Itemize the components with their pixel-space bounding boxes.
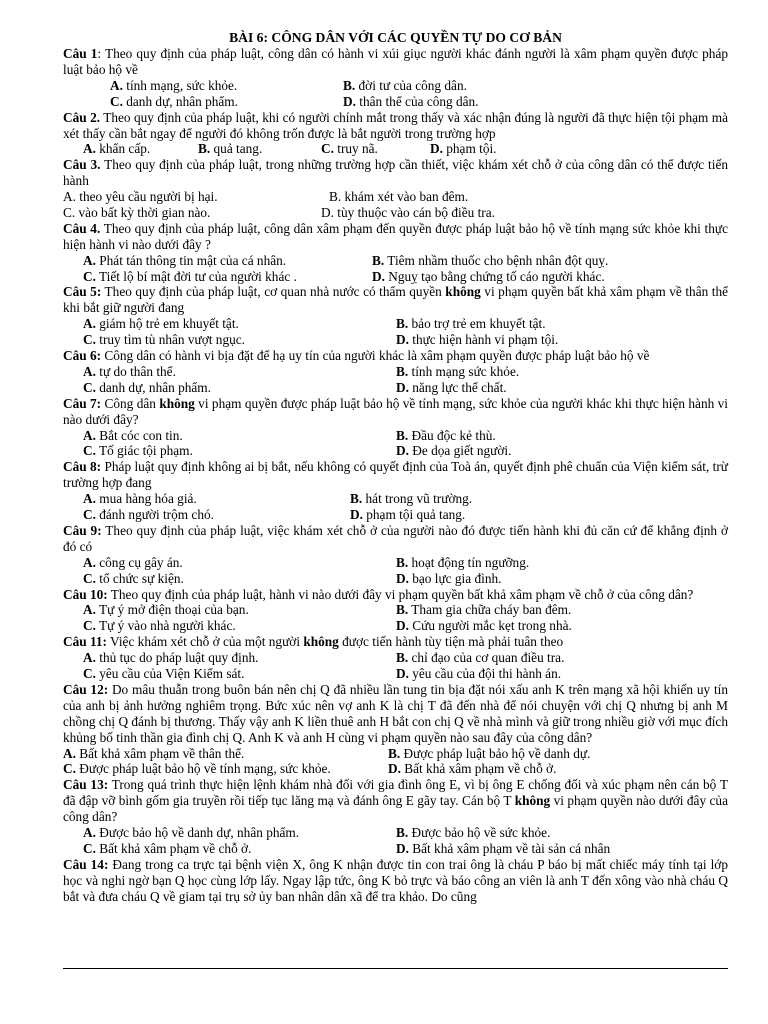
- question-14: [63, 857, 728, 905]
- answer-option-d[interactable]: [396, 666, 561, 682]
- option-text: Tự ý vào nhà người khác.: [95, 618, 236, 634]
- question-stem: Việc khám xét chỗ ở của một người: [106, 634, 304, 650]
- option-text: Được bảo hộ về sức khỏe.: [408, 825, 551, 841]
- answer-option-b[interactable]: [396, 825, 550, 841]
- option-key: C.: [83, 443, 96, 459]
- option-key: C.: [83, 379, 96, 395]
- option-text: danh dự, nhân phẩm.: [95, 379, 211, 395]
- option-key: B.: [372, 252, 385, 268]
- option-key: D.: [430, 141, 443, 157]
- answer-option-c[interactable]: [321, 141, 378, 157]
- option-key: C.: [321, 141, 334, 157]
- option-key: B.: [396, 363, 409, 379]
- answer-option-c[interactable]: [83, 618, 236, 634]
- option-text: bạo lực gia đình.: [408, 570, 502, 586]
- answer-option-d[interactable]: [396, 332, 558, 348]
- option-key: B.: [396, 554, 409, 570]
- question-11: [63, 634, 728, 650]
- option-key: C.: [83, 618, 96, 634]
- question-7: [63, 396, 728, 428]
- options-row: [63, 332, 728, 348]
- question-stem: : Theo quy định của pháp luật, công dân có hành vi xúi giục người khác đánh người là xâm phạm quyền được pháp luật bảo hộ về: [63, 46, 728, 77]
- option-text: phạm tội quả tang.: [362, 507, 466, 523]
- option-text: mua hàng hóa giả.: [95, 491, 197, 507]
- options-row: [63, 205, 728, 221]
- option-key: A.: [83, 650, 96, 666]
- stem-emphasis: không: [514, 793, 551, 809]
- option-text: vào bất kỳ thời gian nào.: [75, 205, 211, 220]
- options-row: [63, 571, 728, 587]
- answer-option-c[interactable]: [83, 666, 244, 682]
- option-text: Nguỵ tạo bằng chứng tố cáo người khác.: [384, 268, 605, 284]
- answer-option-d[interactable]: [396, 443, 511, 459]
- answer-option-a[interactable]: [63, 189, 218, 205]
- option-text: hát trong vũ trường.: [362, 491, 473, 507]
- question-number: Câu 10:: [63, 586, 108, 602]
- option-text: Được pháp luật bảo hộ về danh dự.: [400, 745, 591, 761]
- answer-option-d[interactable]: [430, 141, 497, 157]
- answer-option-c[interactable]: [63, 205, 210, 221]
- options-row: [63, 555, 728, 571]
- question-12: [63, 682, 728, 746]
- question-stem-end: vi phạm quyền nào dưới đây của công dân?: [63, 793, 728, 825]
- answer-option-c[interactable]: [83, 507, 214, 523]
- option-text: tính mạng sức khỏe.: [408, 363, 520, 379]
- option-key: A.: [83, 141, 96, 157]
- answer-option-c[interactable]: [83, 332, 245, 348]
- option-text: hoạt động tín ngưỡng.: [408, 554, 530, 570]
- answer-option-a[interactable]: [83, 364, 176, 380]
- option-text: phạm tội.: [442, 141, 497, 157]
- option-text: Bất khả xâm phạm về chỗ ở.: [400, 761, 557, 777]
- answer-option-b[interactable]: [396, 650, 564, 666]
- option-key: A.: [83, 363, 96, 379]
- answer-option-d[interactable]: [396, 841, 610, 857]
- options-row: [63, 618, 728, 634]
- option-text: yêu cầu của Viện Kiểm sát.: [95, 666, 245, 682]
- answer-option-b[interactable]: [350, 491, 472, 507]
- answer-option-a[interactable]: [83, 141, 150, 157]
- answer-option-a[interactable]: [83, 253, 286, 269]
- answer-option-b[interactable]: [396, 555, 529, 571]
- option-text: Được pháp luật bảo hộ về tính mạng, sức khỏe.: [75, 761, 331, 777]
- answer-option-a[interactable]: [83, 491, 197, 507]
- question-stem: Đang trong ca trực tại bệnh viện X, ông K nhận được tin con trai ông là cháu P báo bị mất chiếc máy tính tại lớp học và nghi ngờ bạn Q học cùng lớp lấy. Ngay lập tức, ông K bỏ trực và báo công an viên là anh T đến xông vào nhà cháu Q bắt và đưa cháu Q về giam tại trụ sở ủy ban nhân dân xã để tra khảo. Do cũng: [63, 856, 728, 904]
- option-key: A.: [83, 491, 96, 507]
- option-key: A.: [83, 602, 96, 618]
- option-text: Cứu người mắc kẹt trong nhà.: [408, 618, 572, 634]
- question-2: [63, 110, 728, 142]
- option-text: theo yêu cầu người bị hại.: [75, 189, 218, 205]
- answer-option-b[interactable]: [388, 746, 590, 762]
- option-text: đời tư của công dân.: [355, 77, 467, 93]
- option-key: D.: [396, 332, 409, 348]
- answer-option-b[interactable]: [343, 78, 467, 94]
- option-text: tự do thân thể.: [95, 363, 176, 379]
- question-8: [63, 459, 728, 491]
- option-key: D.: [372, 268, 385, 284]
- question-number: Câu 1: [63, 46, 98, 61]
- answer-option-a[interactable]: [83, 316, 239, 332]
- answer-option-c[interactable]: [83, 571, 184, 587]
- answer-option-b[interactable]: [396, 602, 571, 618]
- option-key: A.: [63, 745, 76, 761]
- options-row: [63, 825, 728, 841]
- options-row: [63, 841, 728, 857]
- question-stem: Theo quy định của pháp luật, hành vi nào dưới đây vi phạm quyền bất khả xâm phạm về chỗ ở của công dân?: [107, 586, 694, 602]
- options-row: [63, 602, 728, 618]
- options-row: [63, 141, 728, 157]
- option-key: D.: [396, 666, 409, 682]
- options-row: [63, 746, 728, 762]
- question-number: Câu 14:: [63, 856, 109, 872]
- answer-option-d[interactable]: [350, 507, 465, 523]
- question-6: [63, 348, 728, 364]
- option-text: danh dự, nhân phẩm.: [122, 93, 238, 109]
- stem-emphasis: không: [445, 284, 481, 300]
- options-row: [63, 428, 728, 444]
- option-key: C.: [83, 666, 96, 682]
- option-key: A.: [83, 825, 96, 841]
- question-number: Câu 7:: [63, 395, 102, 411]
- question-number: Câu 6:: [63, 348, 102, 364]
- question-number: Câu 2.: [63, 109, 101, 125]
- option-key: B.: [388, 745, 401, 761]
- options-row: [63, 189, 728, 205]
- option-text: giám hộ trẻ em khuyết tật.: [95, 316, 239, 332]
- answer-option-b[interactable]: [396, 316, 546, 332]
- option-key: D.: [396, 618, 409, 634]
- question-stem: Pháp luật quy định không ai bị bắt, nếu không có quyết định của Toà án, quyết định phê chuẩn của Viện kiểm sát, trừ trường hợp đang: [63, 459, 729, 491]
- answer-option-a[interactable]: [83, 650, 258, 666]
- option-key: C.: [83, 332, 96, 348]
- options-row: [63, 94, 728, 110]
- option-key: D.: [396, 570, 409, 586]
- question-stem: Công dân có hành vi bịa đặt để hạ uy tín của người khác là xâm phạm quyền được pháp luật bảo hộ về: [101, 348, 650, 364]
- question-stem: Theo quy định của pháp luật, trong những trường hợp cần thiết, việc khám xét chỗ ở của công dân có thể được tiến hành: [63, 157, 728, 189]
- option-text: tổ chức sự kiện.: [95, 570, 184, 586]
- options-row: [63, 269, 728, 285]
- option-key: B.: [396, 316, 409, 332]
- question-stem: Theo quy định của pháp luật, khi có người chính mắt trong thấy và xác nhận đúng là người đã thực hiện tội phạm mà xét thấy cần bắt ngay để người đó không trốn được là bắt người trong trường hợp: [63, 109, 728, 141]
- answer-option-c[interactable]: [83, 443, 193, 459]
- option-text: khẩn cấp.: [95, 141, 151, 157]
- option-key: A.: [83, 554, 96, 570]
- option-text: quả tang.: [210, 141, 263, 157]
- answer-option-c[interactable]: [63, 761, 331, 777]
- options-row: [63, 666, 728, 682]
- option-text: Được bảo hộ về danh dự, nhân phẩm.: [95, 825, 300, 841]
- option-key: D.: [343, 93, 356, 109]
- option-key: B.: [343, 77, 356, 93]
- option-key: C.: [63, 205, 76, 220]
- option-text: yêu cầu của đội thi hành án.: [408, 666, 562, 682]
- option-key: A.: [110, 77, 123, 93]
- option-text: Bất khả xâm phạm về tài sản cá nhân: [408, 840, 611, 856]
- question-13: [63, 777, 728, 825]
- question-stem: Theo quy định của pháp luật, cơ quan nhà nước có thẩm quyền: [101, 284, 446, 300]
- options-row: [63, 380, 728, 396]
- answer-option-a[interactable]: [83, 428, 183, 444]
- question-9: [63, 523, 728, 555]
- option-key: C.: [110, 93, 123, 109]
- question-stem: Trong quá trình thực hiện lệnh khám nhà đối với gia đình ông E, vì bị ông E chống đối và xúc phạm nên cán bộ T đã đập vỡ bình gốm gia truyền rồi tiếp tục lăng mạ và đánh ông E gãy tay. Cán bộ T: [63, 777, 728, 809]
- option-key: B.: [198, 141, 211, 157]
- question-number: Câu 5:: [63, 284, 102, 300]
- option-key: D.: [396, 840, 409, 856]
- option-key: B.: [396, 825, 409, 841]
- option-key: A.: [83, 427, 96, 443]
- option-text: Tiết lộ bí mật đời tư của người khác .: [95, 268, 297, 284]
- option-text: khám xét vào ban đêm.: [341, 189, 469, 205]
- answer-option-d[interactable]: [388, 761, 556, 777]
- answer-option-c[interactable]: [110, 94, 238, 110]
- question-stem-end: được tiến hành tùy tiện mà phải tuân theo: [338, 634, 564, 650]
- option-text: Tham gia chữa cháy ban đêm.: [408, 602, 572, 618]
- answer-option-b[interactable]: [329, 189, 468, 205]
- option-text: thực hiện hành vi phạm tội.: [408, 332, 559, 348]
- option-text: tính mạng, sức khỏe.: [122, 77, 238, 93]
- option-key: B.: [350, 491, 363, 507]
- question-1: [63, 46, 728, 78]
- answer-option-d[interactable]: [396, 618, 572, 634]
- option-key: D.: [350, 507, 363, 523]
- option-text: Tố giác tội phạm.: [95, 443, 193, 459]
- question-5: [63, 284, 728, 316]
- answer-option-d[interactable]: [396, 571, 501, 587]
- answer-option-a[interactable]: [83, 602, 249, 618]
- options-row: [63, 650, 728, 666]
- option-key: A.: [63, 189, 76, 205]
- option-key: D.: [321, 205, 334, 220]
- answer-option-a[interactable]: [110, 78, 237, 94]
- option-text: Bất khả xâm phạm về thân thể.: [75, 745, 245, 761]
- answer-option-a[interactable]: [63, 746, 244, 762]
- question-number: Câu 4.: [63, 220, 101, 236]
- answer-option-a[interactable]: [83, 825, 299, 841]
- option-key: B.: [329, 189, 342, 205]
- option-text: năng lực thể chất.: [408, 379, 507, 395]
- answer-option-d[interactable]: [343, 94, 479, 110]
- option-key: C.: [83, 570, 96, 586]
- question-stem: Công dân: [101, 395, 160, 411]
- option-key: C.: [63, 761, 76, 777]
- option-key: C.: [83, 507, 96, 523]
- option-key: A.: [83, 252, 96, 268]
- option-text: đánh người trộm chó.: [95, 507, 214, 523]
- options-row: [63, 507, 728, 523]
- answer-option-d[interactable]: [372, 269, 605, 285]
- question-number: Câu 13:: [63, 777, 109, 793]
- question-10: [63, 587, 728, 603]
- answer-option-c[interactable]: [83, 380, 211, 396]
- question-stem: Theo quy định của pháp luật, công dân xâm phạm đến quyền được pháp luật bảo hộ về tính mạng sức khỏe khi thực hiện hành vi nào dưới đây ?: [63, 220, 728, 252]
- question-stem: Do mâu thuẫn trong buôn bán nên chị Q đã nhiều lần tung tin bịa đặt nói xấu anh K trên mạng xã hội khiến uy tín của anh bị ảnh hưởng nghiêm trọng. Bức xúc nên vợ anh K là chị T đã đến nhà để nói chuyện với chị Q nhưng bị anh M chồng chị Q đánh bị thương. Thấy vậy anh K liền thuê anh H bắt con chị Q về nhà mình và giữ trong nhiều giờ với mục đích khủng bố tinh thần gia đình chị Q. Anh K và anh H cùng vi phạm quyền nào sau đây của công dân?: [63, 681, 728, 745]
- option-text: chỉ đạo của cơ quan điều tra.: [408, 650, 565, 666]
- answer-option-c[interactable]: [83, 841, 251, 857]
- option-key: C.: [83, 840, 96, 856]
- question-stem-end: vi phạm quyền được pháp luật bảo hộ về tính mạng, sức khỏe của người khác khi thực hiện hành vi nào dưới đây?: [63, 395, 728, 427]
- option-key: B.: [396, 427, 409, 443]
- question-number: Câu 3.: [63, 157, 101, 173]
- option-key: D.: [388, 761, 401, 777]
- answer-option-d[interactable]: [396, 380, 507, 396]
- option-key: D.: [396, 443, 409, 459]
- options-row: [63, 491, 728, 507]
- options-row: [63, 316, 728, 332]
- stem-emphasis: không: [159, 395, 195, 411]
- answer-option-b[interactable]: [396, 364, 519, 380]
- answer-option-b[interactable]: [198, 141, 262, 157]
- option-key: A.: [83, 316, 96, 332]
- question-number: Câu 9:: [63, 522, 102, 538]
- option-text: công cụ gây án.: [95, 554, 183, 570]
- options-row: [63, 253, 728, 269]
- option-text: truy nã.: [333, 141, 378, 157]
- option-key: D.: [396, 379, 409, 395]
- option-text: Tiêm nhầm thuốc cho bệnh nhân đột quỵ.: [384, 252, 609, 268]
- question-stem-end: vi phạm quyền bất khả xâm phạm về thân thể khi bắt giữ người đang: [63, 284, 729, 316]
- option-text: Đầu độc kẻ thù.: [408, 427, 496, 443]
- options-row: [63, 761, 728, 777]
- option-key: B.: [396, 650, 409, 666]
- stem-emphasis: không: [303, 634, 339, 650]
- option-text: thân thể của công dân.: [355, 93, 479, 109]
- option-text: Tự ý mở điện thoại của bạn.: [95, 602, 249, 618]
- options-row: [63, 443, 728, 459]
- question-stem: Theo quy định của pháp luật, việc khám xét chỗ ở của người nào đó được tiến hành khi đủ căn cứ để khẳng định ở đó có: [63, 522, 729, 554]
- option-key: C.: [83, 268, 96, 284]
- question-list: [63, 46, 728, 905]
- option-text: Đe dọa giết người.: [408, 443, 512, 459]
- answer-option-d[interactable]: [321, 205, 495, 221]
- question-4: [63, 221, 728, 253]
- question-number: Câu 11:: [63, 634, 107, 650]
- options-row: [63, 364, 728, 380]
- option-text: Bất khả xâm phạm về chỗ ở.: [95, 840, 252, 856]
- options-row: [63, 78, 728, 94]
- option-text: Bắt cóc con tin.: [95, 427, 183, 443]
- option-key: B.: [396, 602, 409, 618]
- answer-option-a[interactable]: [83, 555, 183, 571]
- question-number: Câu 8:: [63, 459, 102, 475]
- answer-option-c[interactable]: [83, 269, 297, 285]
- option-text: Phát tán thông tin mật của cá nhân.: [95, 252, 287, 268]
- bottom-rule: [63, 968, 728, 969]
- option-text: thủ tục do pháp luật quy định.: [95, 650, 259, 666]
- option-text: bảo trợ trẻ em khuyết tật.: [408, 316, 546, 332]
- option-text: truy tìm tù nhân vượt ngục.: [95, 332, 245, 348]
- page-title: BÀI 6: CÔNG DÂN VỚI CÁC QUYỀN TỰ DO CƠ BẢN: [229, 30, 562, 45]
- answer-option-b[interactable]: [372, 253, 608, 269]
- question-3: [63, 157, 728, 189]
- answer-option-b[interactable]: [396, 428, 496, 444]
- question-number: Câu 12:: [63, 681, 109, 697]
- option-text: tùy thuộc vào cán bộ điều tra.: [333, 205, 495, 220]
